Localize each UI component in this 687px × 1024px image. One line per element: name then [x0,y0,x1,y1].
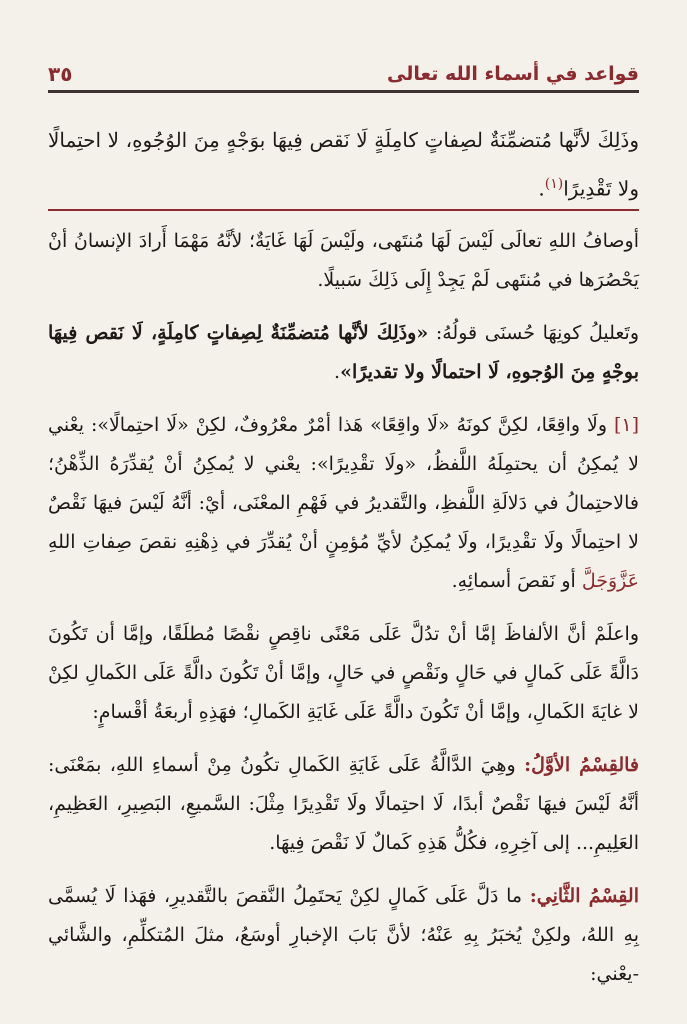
paragraph-1: أوصافُ اللهِ تعالَى لَيْسَ لَهَا مُنتَهى، ولَيْسَ لَهَا غَايَةٌ؛ لأنَّهُ مَهْمَا أَرادَ الإنسانُ أنْ يَحْصُرَها في مُنتَهى لَمْ يَجِدْ إِلَى ذَلِكَ سَبيلًا. [48,230,639,291]
paragraph-2-end: . [334,361,341,383]
honorific: عَزَّوَجَلَّ [581,570,639,592]
paragraph-2-intro: وتَعليلُ كونِهَا حُسنَى قولُهُ: [428,322,639,344]
matn-text: وذَلِكَ لأنَّها مُتضمِّنَةٌ لصِفاتٍ كامِلَةٍ لَا نَقص فِيهَا بوَجْهٍ مِنَ الوُجُوهِ، لا احتِمالًا ولا تَقْدِيرًا [48,128,639,201]
footnote-reference: (١) [544,176,564,192]
page-header [48,58,639,90]
page-number: ٣٥ [48,62,73,86]
paragraph-3-end: أو نَقصَ أسمائِهِ. [451,570,582,592]
paragraph-5 [48,746,639,863]
running-title: قواعد في أسماء الله تعالى [386,63,639,85]
paragraph-3-text: ولَا واقِعًا، لكِنَّ كونَهُ «لَا واقِعًا» هَذا أمْرٌ معْرُوفٌ، لكِنْ «لَا احتِمالًا»: يعْني لا يُمكِنُ أن يحتمِلَهُ اللَّفظُ، «ولَا تقْدِيرًا»: يعْني لا يُمكِنُ أنْ يُقدِّرَهُ الذِّهْنُ؛ فالاحتِمالُ في دَلالَةِ اللَّفظِ، والتَّقديرُ في فَهْمِ المعْنَى، أيْ: أنَّهُ لَيْسَ فيهَا نَقْصٌ لا احتِمالًا ولَا تقْدِيرًا، ولَا يُمكِنُ لأيِّ مُؤمِنٍ أنْ يُقدِّرَ في ذِهْنِهِ نقصَ صِفاتِ اللهِ [48,414,639,553]
paragraph-6-text: ما دَلَّ عَلَى كَمالٍ لكِنْ يَحتَمِلُ النَّقصَ بالتَّقديرِ، فهَذا لَا يُسمَّى بِهِ اللهُ، ولكِنْ يُخبَرُ بِهِ عَنْهُ؛ لأنَّ بَابَ الإخبارِ أوسَعُ، مثلَ المُتكلِّمِ، والشَّائي -يعْني: [48,885,639,985]
paragraph-4: واعلَمْ أنَّ الألفاظَ إمَّا أنْ تدُلَّ عَلَى مَعْنًى ناقِصٍ نقْصًا مُطلَقًا، وإمَّا أن تَكُونَ دَالَّةً عَلَى كَمالٍ في حَالٍ ونَقْصٍ في حَالٍ، وإمَّا أنْ تَكُونَ دالَّةً عَلَى الكَمالِ لكِنْ لا غايَةَ الكَمالِ، وإمَّا أنْ تَكُونَ دالَّةً عَلَى غَايَةِ الكَمالِ؛ فهَذِهِ أربعَةُ أقْسامٍ: [48,623,639,723]
matn-continuation [48,118,639,211]
matn-end: . [538,176,545,201]
paragraph-5-text: وهِيَ الدَّالَّةُ عَلَى غَايَةِ الكَمالِ تكُونُ مِنْ أسماءِ اللهِ، بمَعْنَى: أنَّهُ لَيْسَ فيهَا نَقْصٌ أبدًا، لَا احتِمالًا ولَا تَقْدِيرًا مِثْلَ: السَّميعِ، البَصِيرِ، العَظِيمِ، العَلِيمِ... إلى آخِرِهِ، فكُلُّ هَذِهِ كَمالٌ لَا نَقْصَ فِيهَا. [48,754,639,854]
section-divider [48,209,639,211]
footnote-number: [١] [613,414,639,436]
paragraph-2 [48,314,639,392]
header-rule [48,90,639,93]
paragraph-2-quote: «وذَلِكَ لأنَّها مُتضمِّنَةٌ لِصِفاتٍ كامِلَةٍ، لَا نَقص فِيهَا بوجْهٍ مِنَ الوُجوهِ، لَا احتمالًا ولا تقديرًا» [48,322,639,383]
section-heading-first: فالقِسْمُ الأوَّلُ: [524,754,639,776]
commentary-body [48,222,639,1008]
section-heading-second: القِسْمُ الثَّانِي: [529,885,639,907]
paragraph-3 [48,406,639,601]
paragraph-6 [48,877,639,994]
